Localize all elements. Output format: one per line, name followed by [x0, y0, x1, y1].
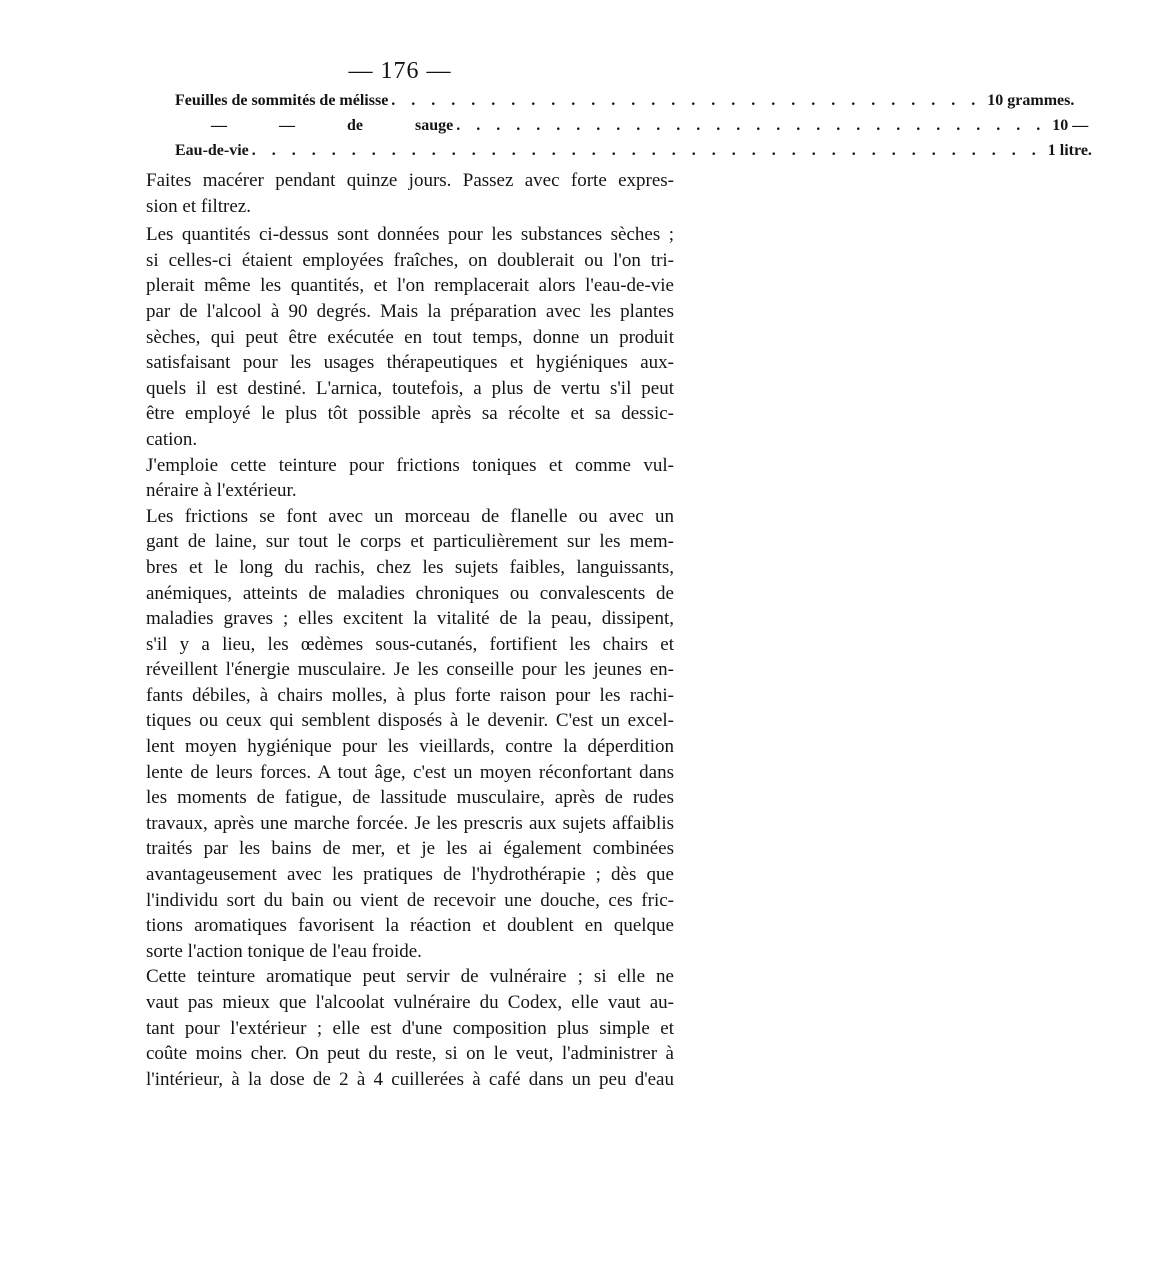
leader-dots: . . . . . . . . . . . . . . . . . . . . . . . . . . . . . . . . . . . . . . . .	[251, 142, 1042, 159]
paragraph	[146, 504, 674, 965]
recipe-row	[175, 138, 1092, 163]
text-line: Faites macérer pendant quinze jours. Passez avec forte expres-	[146, 170, 674, 191]
recipe-row	[175, 88, 1075, 113]
recipe-ingredient: — — de sauge	[211, 117, 454, 134]
text-line: néraire à l'extérieur.	[146, 480, 297, 502]
text-line: vaut pas mieux que l'alcoolat vulnéraire du Codex, elle vaut au-	[146, 992, 674, 1013]
text-line: lente de leurs forces. A tout âge, c'est un moyen réconfortant dans	[146, 761, 674, 783]
text-line: tiques ou ceux qui semblent disposés à le devenir. C'est un excel-	[146, 710, 674, 732]
text-line: tant pour l'extérieur ; elle est d'une composition plus simple et	[146, 1017, 674, 1039]
text-line: réveillent l'énergie musculaire. Je les conseille pour les jeunes en-	[146, 659, 674, 681]
paragraph	[146, 222, 674, 452]
text-line: maladies graves ; elles excitent la vitalité de la peau, dissipent,	[146, 608, 674, 630]
text-line: avantageusement avec les pratiques de l'hydrothérapie ; dès que	[146, 864, 674, 886]
text-line: sion et filtrez.	[146, 195, 251, 217]
text-line: Les quantités ci-dessus sont données pour les substances sèches ;	[146, 224, 674, 246]
text-line: Cette teinture aromatique peut servir de vulnéraire ; si elle ne	[146, 966, 674, 988]
text-line: traités par les bains de mer, et je les ai également combinées	[146, 838, 674, 860]
text-line: l'intérieur, à la dose de 2 à 4 cuillerées à café dans un peu d'eau	[146, 1068, 674, 1090]
recipe-quantity: 10 grammes.	[987, 92, 1075, 109]
text-line: satisfaisant pour les usages thérapeutiques et hygiéniques aux-	[146, 352, 674, 374]
text-line: Les frictions se font avec un morceau de flanelle ou avec un	[146, 505, 674, 527]
recipe-ingredient: Feuilles de sommités de mélisse	[175, 92, 389, 109]
recipe-list	[175, 88, 1092, 163]
paragraph	[146, 964, 674, 1092]
text-line: J'emploie cette teinture pour frictions toniques et comme vul-	[146, 454, 674, 476]
text-line: coûte moins cher. On peut du reste, si on le veut, l'administrer à	[146, 1043, 674, 1065]
text-line: cation.	[146, 428, 198, 450]
text-line: sorte l'action tonique de l'eau froide.	[146, 940, 422, 962]
text-line: gant de laine, sur tout le corps et particulièrement sur les mem-	[146, 531, 674, 553]
text-line: les moments de fatigue, de lassitude musculaire, après de rudes	[146, 787, 674, 809]
text-line: travaux, après une marche forcée. Je les prescris aux sujets affaiblis	[146, 812, 674, 834]
text-line: s'il y a lieu, les œdèmes sous-cutanés, fortifient les chairs et	[146, 633, 674, 655]
text-line: par de l'alcool à 90 degrés. Mais la préparation avec les plantes	[146, 300, 674, 322]
text-line: sèches, qui peut être exécutée en tout temps, donne un produit	[146, 326, 674, 348]
recipe-ingredient: Eau-de-vie	[175, 142, 249, 159]
page-number: — 176 —	[348, 58, 452, 84]
text-line: tions aromatiques favorisent la réaction et doublent en quelque	[146, 915, 674, 937]
leader-dots: . . . . . . . . . . . . . . . . . . . . . . . . . . . . . .	[456, 117, 1047, 134]
recipe-row	[175, 113, 1089, 138]
text-line: plerait même les quantités, et l'on remplacerait alors l'eau-de-vie	[146, 275, 674, 297]
recipe-quantity: 1 litre.	[1047, 142, 1092, 159]
text-line: lent moyen hygiénique pour les vieillards, contre la déperdition	[146, 736, 674, 758]
paragraph	[146, 453, 674, 504]
text-line: si celles-ci étaient employées fraîches, on doublerait ou l'on tri-	[146, 249, 674, 271]
text-line: bres et le long du rachis, chez les sujets faibles, languissants,	[146, 556, 674, 578]
text-line: anémiques, atteints de maladies chroniques ou convalescents de	[146, 582, 674, 604]
text-line: l'individu sort du bain ou vient de recevoir une douche, ces fric-	[146, 889, 674, 911]
text-line: fants débiles, à chairs molles, à plus forte raison pour les rachi-	[146, 684, 674, 706]
paragraph	[146, 168, 674, 219]
leader-dots: . . . . . . . . . . . . . . . . . . . . . . . . . . . . . .	[391, 92, 982, 109]
body-text	[146, 168, 674, 1092]
text-line: être employé le plus tôt possible après sa récolte et sa dessic-	[146, 403, 674, 425]
recipe-quantity: 10 —	[1052, 117, 1089, 134]
text-line: quels il est destiné. L'arnica, toutefois, a plus de vertu s'il peut	[146, 377, 674, 399]
